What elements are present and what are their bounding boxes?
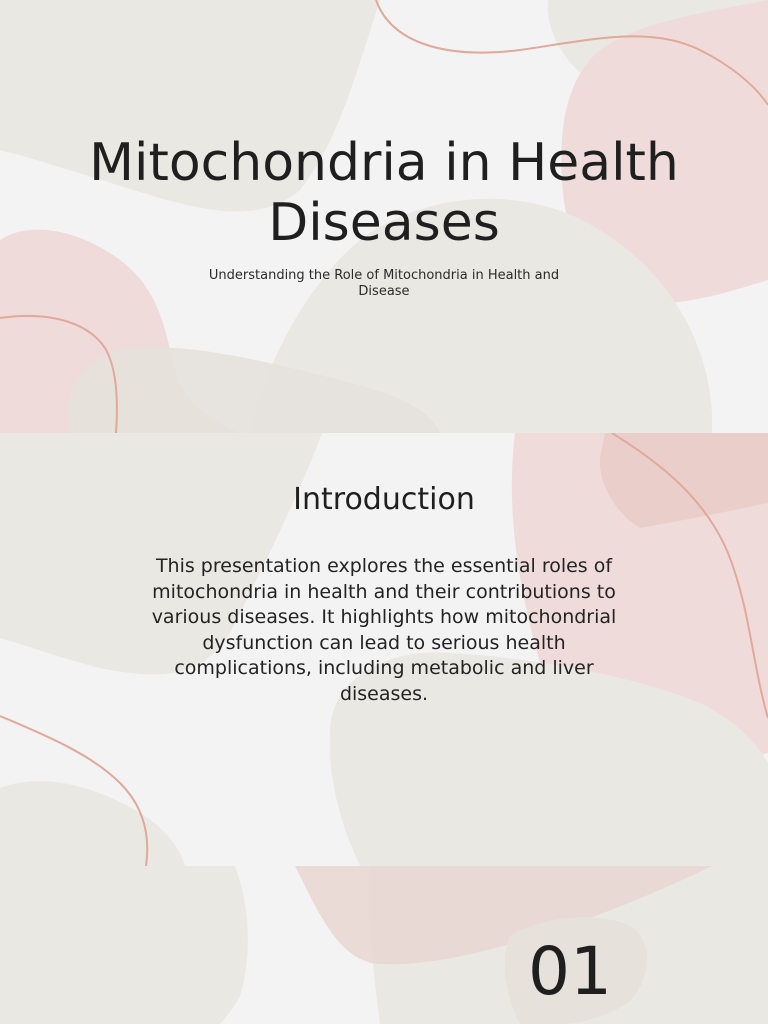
next-slide-preview <box>0 866 768 1024</box>
section-body-text: This presentation explores the essential roles of mitochondria in health and their contributions to various diseases. It highlights how mitochondrial dysfunction can lead to serious health complications, including metabolic and liver diseases. <box>151 555 617 705</box>
presentation-subtitle: Understanding the Role of Mitochondria in Health and Disease <box>208 268 560 299</box>
cover-slide <box>0 0 768 433</box>
decorative-background <box>0 866 768 1024</box>
introduction-slide <box>0 433 768 866</box>
presentation-title: Mitochondria in Health Diseases <box>89 133 679 253</box>
beige-blob-shape <box>0 781 185 866</box>
section-heading: Introduction <box>293 482 475 517</box>
page-number: 01 <box>528 933 612 1010</box>
beige-blob-shape <box>0 866 248 1024</box>
